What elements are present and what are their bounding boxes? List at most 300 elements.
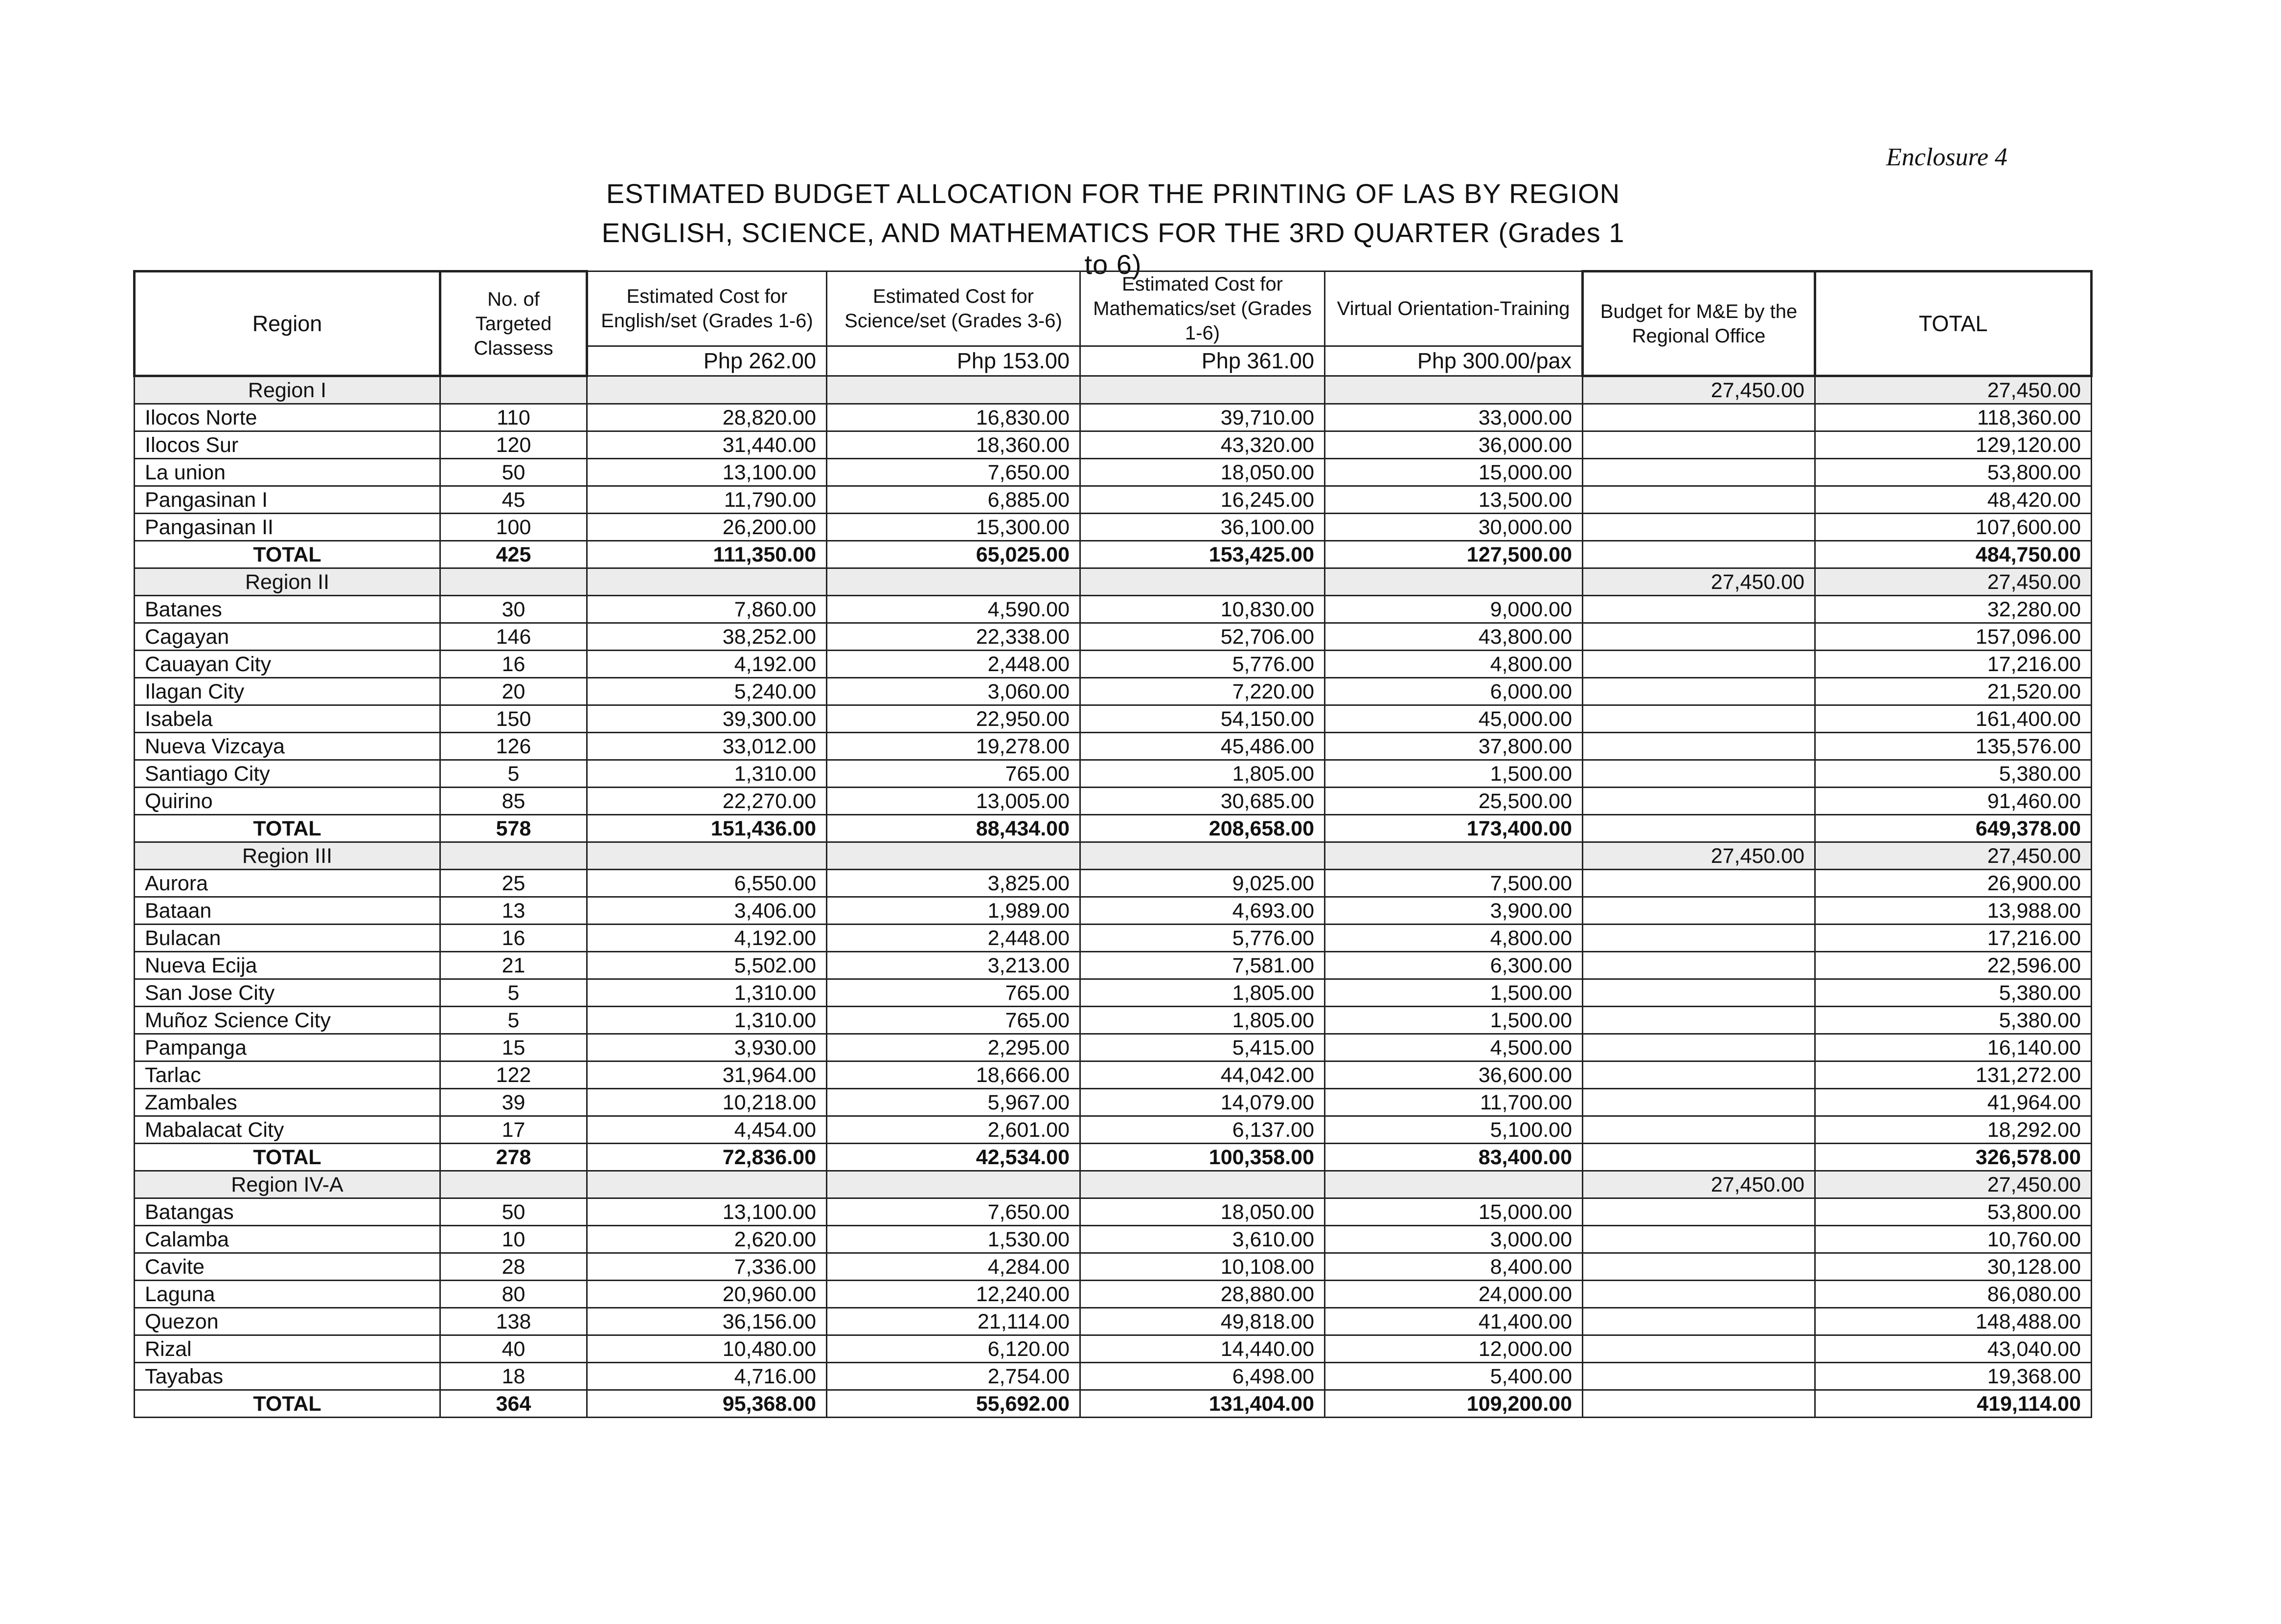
cell-virtual: 11,700.00 xyxy=(1325,1089,1583,1116)
cell-me xyxy=(1583,1390,1815,1418)
cell-total: 27,450.00 xyxy=(1815,376,2092,404)
cell-total: 129,120.00 xyxy=(1815,431,2092,459)
cell-math xyxy=(1080,376,1325,404)
cell-total: 135,576.00 xyxy=(1815,733,2092,760)
cell-english: 28,820.00 xyxy=(587,404,827,431)
cell-total: 17,216.00 xyxy=(1815,651,2092,678)
cell-me xyxy=(1583,760,1815,788)
cell-classes: 120 xyxy=(440,431,587,459)
header-region: Region xyxy=(135,271,440,376)
table-row xyxy=(135,651,2092,678)
header-science-cost: Estimated Cost for Science/set (Grades 3-6) xyxy=(827,271,1080,346)
cell-virtual: 36,600.00 xyxy=(1325,1061,1583,1089)
cell-total: 118,360.00 xyxy=(1815,404,2092,431)
cell-science: 3,060.00 xyxy=(827,678,1080,705)
table-row xyxy=(135,514,2092,541)
cell-total: 32,280.00 xyxy=(1815,596,2092,623)
cell-total: 21,520.00 xyxy=(1815,678,2092,705)
cell-virtual: 15,000.00 xyxy=(1325,459,1583,486)
cell-english: 13,100.00 xyxy=(587,459,827,486)
cell-name: Nueva Ecija xyxy=(135,952,440,979)
cell-english: 3,930.00 xyxy=(587,1034,827,1061)
cell-virtual: 6,000.00 xyxy=(1325,678,1583,705)
cell-math: 6,137.00 xyxy=(1080,1116,1325,1144)
table-row xyxy=(135,1335,2092,1363)
cell-math: 52,706.00 xyxy=(1080,623,1325,651)
cell-math: 39,710.00 xyxy=(1080,404,1325,431)
enclosure-label: Enclosure 4 xyxy=(1886,143,2007,171)
cell-name: Ilocos Sur xyxy=(135,431,440,459)
total-row xyxy=(135,541,2092,568)
cell-science xyxy=(827,842,1080,870)
cell-math: 153,425.00 xyxy=(1080,541,1325,568)
cell-classes: 17 xyxy=(440,1116,587,1144)
cell-english: 38,252.00 xyxy=(587,623,827,651)
cell-english: 26,200.00 xyxy=(587,514,827,541)
cell-total: 5,380.00 xyxy=(1815,1007,2092,1034)
cell-english: 4,716.00 xyxy=(587,1363,827,1390)
header-virtual-training: Virtual Orientation-Training xyxy=(1325,271,1583,346)
cell-me xyxy=(1583,459,1815,486)
table-row xyxy=(135,925,2092,952)
cell-total: 16,140.00 xyxy=(1815,1034,2092,1061)
cell-name: Nueva Vizcaya xyxy=(135,733,440,760)
table-row xyxy=(135,1226,2092,1253)
cell-classes: 40 xyxy=(440,1335,587,1363)
cell-english: 33,012.00 xyxy=(587,733,827,760)
cell-virtual: 1,500.00 xyxy=(1325,760,1583,788)
cell-name: Cagayan xyxy=(135,623,440,651)
cell-me xyxy=(1583,733,1815,760)
cell-name: Aurora xyxy=(135,870,440,897)
cell-science: 22,950.00 xyxy=(827,705,1080,733)
cell-virtual: 173,400.00 xyxy=(1325,815,1583,842)
cell-me xyxy=(1583,596,1815,623)
cell-science: 15,300.00 xyxy=(827,514,1080,541)
cell-classes: 16 xyxy=(440,925,587,952)
table-row xyxy=(135,404,2092,431)
cell-science: 13,005.00 xyxy=(827,788,1080,815)
cell-classes xyxy=(440,1171,587,1198)
table-row xyxy=(135,952,2092,979)
region-header-row xyxy=(135,568,2092,596)
cell-science: 22,338.00 xyxy=(827,623,1080,651)
cell-math: 14,079.00 xyxy=(1080,1089,1325,1116)
cell-total: 107,600.00 xyxy=(1815,514,2092,541)
cell-total: 19,368.00 xyxy=(1815,1363,2092,1390)
cell-virtual: 24,000.00 xyxy=(1325,1281,1583,1308)
cell-name: TOTAL xyxy=(135,1144,440,1171)
cell-math: 100,358.00 xyxy=(1080,1144,1325,1171)
cell-science: 5,967.00 xyxy=(827,1089,1080,1116)
cell-name: Pangasinan II xyxy=(135,514,440,541)
cell-english: 4,454.00 xyxy=(587,1116,827,1144)
cell-total: 27,450.00 xyxy=(1815,1171,2092,1198)
cell-me xyxy=(1583,1198,1815,1226)
cell-name: Bataan xyxy=(135,897,440,925)
cell-virtual: 5,400.00 xyxy=(1325,1363,1583,1390)
table-row xyxy=(135,1281,2092,1308)
cell-english: 11,790.00 xyxy=(587,486,827,514)
region-header-row xyxy=(135,842,2092,870)
cell-english: 7,336.00 xyxy=(587,1253,827,1281)
cell-math xyxy=(1080,1171,1325,1198)
science-rate: Php 153.00 xyxy=(827,346,1080,376)
cell-math: 208,658.00 xyxy=(1080,815,1325,842)
cell-name: Laguna xyxy=(135,1281,440,1308)
cell-me xyxy=(1583,979,1815,1007)
cell-name: Mabalacat City xyxy=(135,1116,440,1144)
cell-virtual: 15,000.00 xyxy=(1325,1198,1583,1226)
cell-english: 6,550.00 xyxy=(587,870,827,897)
cell-name: Tarlac xyxy=(135,1061,440,1089)
cell-me xyxy=(1583,925,1815,952)
cell-classes: 150 xyxy=(440,705,587,733)
cell-me xyxy=(1583,486,1815,514)
cell-science: 2,601.00 xyxy=(827,1116,1080,1144)
table-row xyxy=(135,897,2092,925)
cell-english: 5,240.00 xyxy=(587,678,827,705)
cell-virtual: 37,800.00 xyxy=(1325,733,1583,760)
region-header-row xyxy=(135,1171,2092,1198)
cell-name: Region IV-A xyxy=(135,1171,440,1198)
cell-classes: 50 xyxy=(440,1198,587,1226)
cell-name: Batangas xyxy=(135,1198,440,1226)
cell-virtual: 4,800.00 xyxy=(1325,925,1583,952)
cell-science: 19,278.00 xyxy=(827,733,1080,760)
cell-science: 2,754.00 xyxy=(827,1363,1080,1390)
virtual-rate: Php 300.00/pax xyxy=(1325,346,1583,376)
cell-name: Pangasinan I xyxy=(135,486,440,514)
english-rate: Php 262.00 xyxy=(587,346,827,376)
table-row xyxy=(135,1116,2092,1144)
cell-total: 157,096.00 xyxy=(1815,623,2092,651)
cell-science: 42,534.00 xyxy=(827,1144,1080,1171)
cell-virtual xyxy=(1325,568,1583,596)
cell-english: 151,436.00 xyxy=(587,815,827,842)
cell-math xyxy=(1080,568,1325,596)
total-row xyxy=(135,1390,2092,1418)
cell-science: 65,025.00 xyxy=(827,541,1080,568)
table-row xyxy=(135,1034,2092,1061)
cell-english: 10,480.00 xyxy=(587,1335,827,1363)
cell-total: 27,450.00 xyxy=(1815,842,2092,870)
cell-math: 4,693.00 xyxy=(1080,897,1325,925)
cell-name: Ilagan City xyxy=(135,678,440,705)
cell-total: 326,578.00 xyxy=(1815,1144,2092,1171)
header-total: TOTAL xyxy=(1815,271,2092,376)
cell-classes: 5 xyxy=(440,979,587,1007)
cell-virtual: 13,500.00 xyxy=(1325,486,1583,514)
table-row xyxy=(135,459,2092,486)
cell-classes: 110 xyxy=(440,404,587,431)
cell-me xyxy=(1583,1363,1815,1390)
cell-total: 484,750.00 xyxy=(1815,541,2092,568)
cell-english xyxy=(587,1171,827,1198)
cell-science: 765.00 xyxy=(827,760,1080,788)
cell-me xyxy=(1583,1116,1815,1144)
cell-name: Batanes xyxy=(135,596,440,623)
cell-math: 14,440.00 xyxy=(1080,1335,1325,1363)
cell-total: 148,488.00 xyxy=(1815,1308,2092,1335)
cell-english: 72,836.00 xyxy=(587,1144,827,1171)
table-row xyxy=(135,1007,2092,1034)
cell-virtual: 33,000.00 xyxy=(1325,404,1583,431)
cell-total: 30,128.00 xyxy=(1815,1253,2092,1281)
cell-total: 22,596.00 xyxy=(1815,952,2092,979)
cell-english: 13,100.00 xyxy=(587,1198,827,1226)
header-english-cost: Estimated Cost for English/set (Grades 1-6) xyxy=(587,271,827,346)
region-header-row xyxy=(135,376,2092,404)
total-row xyxy=(135,815,2092,842)
cell-classes: 425 xyxy=(440,541,587,568)
cell-virtual: 6,300.00 xyxy=(1325,952,1583,979)
table-row xyxy=(135,788,2092,815)
cell-math: 5,776.00 xyxy=(1080,651,1325,678)
cell-virtual: 83,400.00 xyxy=(1325,1144,1583,1171)
cell-me xyxy=(1583,1034,1815,1061)
cell-name: Isabela xyxy=(135,705,440,733)
cell-classes: 100 xyxy=(440,514,587,541)
cell-science: 765.00 xyxy=(827,979,1080,1007)
cell-science: 88,434.00 xyxy=(827,815,1080,842)
cell-math: 18,050.00 xyxy=(1080,1198,1325,1226)
cell-total: 43,040.00 xyxy=(1815,1335,2092,1363)
budget-table xyxy=(133,270,2093,1418)
cell-me xyxy=(1583,788,1815,815)
cell-classes xyxy=(440,376,587,404)
cell-me: 27,450.00 xyxy=(1583,842,1815,870)
cell-classes: 10 xyxy=(440,1226,587,1253)
table-row xyxy=(135,733,2092,760)
cell-virtual: 7,500.00 xyxy=(1325,870,1583,897)
cell-classes: 30 xyxy=(440,596,587,623)
cell-me: 27,450.00 xyxy=(1583,568,1815,596)
cell-me: 27,450.00 xyxy=(1583,1171,1815,1198)
cell-math: 28,880.00 xyxy=(1080,1281,1325,1308)
cell-name: Tayabas xyxy=(135,1363,440,1390)
cell-classes: 80 xyxy=(440,1281,587,1308)
cell-me xyxy=(1583,870,1815,897)
cell-english: 20,960.00 xyxy=(587,1281,827,1308)
cell-english: 7,860.00 xyxy=(587,596,827,623)
table-row xyxy=(135,596,2092,623)
cell-total: 27,450.00 xyxy=(1815,568,2092,596)
table-row xyxy=(135,870,2092,897)
table-row xyxy=(135,1198,2092,1226)
cell-science xyxy=(827,376,1080,404)
cell-total: 5,380.00 xyxy=(1815,979,2092,1007)
cell-english: 4,192.00 xyxy=(587,925,827,952)
header-me-budget: Budget for M&E by the Regional Office xyxy=(1583,271,1815,376)
cell-virtual xyxy=(1325,1171,1583,1198)
cell-total: 10,760.00 xyxy=(1815,1226,2092,1253)
cell-classes: 50 xyxy=(440,459,587,486)
cell-name: Muñoz Science City xyxy=(135,1007,440,1034)
cell-classes: 126 xyxy=(440,733,587,760)
cell-total: 26,900.00 xyxy=(1815,870,2092,897)
cell-classes: 278 xyxy=(440,1144,587,1171)
cell-me xyxy=(1583,1089,1815,1116)
cell-math: 30,685.00 xyxy=(1080,788,1325,815)
cell-total: 86,080.00 xyxy=(1815,1281,2092,1308)
table-row xyxy=(135,431,2092,459)
cell-english: 31,964.00 xyxy=(587,1061,827,1089)
cell-total: 131,272.00 xyxy=(1815,1061,2092,1089)
cell-science: 4,284.00 xyxy=(827,1253,1080,1281)
cell-virtual xyxy=(1325,842,1583,870)
document-title: ESTIMATED BUDGET ALLOCATION FOR THE PRINTING OF LAS BY REGION xyxy=(606,178,1620,209)
cell-name: Cavite xyxy=(135,1253,440,1281)
cell-me xyxy=(1583,1007,1815,1034)
cell-classes: 15 xyxy=(440,1034,587,1061)
cell-me xyxy=(1583,514,1815,541)
cell-name: San Jose City xyxy=(135,979,440,1007)
cell-virtual: 1,500.00 xyxy=(1325,1007,1583,1034)
cell-me xyxy=(1583,541,1815,568)
cell-virtual: 9,000.00 xyxy=(1325,596,1583,623)
cell-name: Quirino xyxy=(135,788,440,815)
cell-virtual: 30,000.00 xyxy=(1325,514,1583,541)
cell-classes: 20 xyxy=(440,678,587,705)
cell-virtual: 45,000.00 xyxy=(1325,705,1583,733)
cell-math: 9,025.00 xyxy=(1080,870,1325,897)
table-row xyxy=(135,678,2092,705)
cell-math: 1,805.00 xyxy=(1080,1007,1325,1034)
cell-virtual: 4,800.00 xyxy=(1325,651,1583,678)
cell-name: Ilocos Norte xyxy=(135,404,440,431)
document-subtitle: ENGLISH, SCIENCE, AND MATHEMATICS FOR THE 3RD QUARTER (Grades 1 to 6) xyxy=(601,217,1625,280)
cell-math: 7,581.00 xyxy=(1080,952,1325,979)
cell-english: 1,310.00 xyxy=(587,760,827,788)
cell-science: 4,590.00 xyxy=(827,596,1080,623)
cell-virtual: 43,800.00 xyxy=(1325,623,1583,651)
cell-english: 10,218.00 xyxy=(587,1089,827,1116)
cell-me xyxy=(1583,952,1815,979)
cell-math: 6,498.00 xyxy=(1080,1363,1325,1390)
cell-total: 53,800.00 xyxy=(1815,459,2092,486)
cell-total: 53,800.00 xyxy=(1815,1198,2092,1226)
cell-virtual: 8,400.00 xyxy=(1325,1253,1583,1281)
cell-classes: 25 xyxy=(440,870,587,897)
cell-classes: 45 xyxy=(440,486,587,514)
cell-name: TOTAL xyxy=(135,541,440,568)
cell-classes: 18 xyxy=(440,1363,587,1390)
cell-math: 1,805.00 xyxy=(1080,760,1325,788)
cell-science: 7,650.00 xyxy=(827,459,1080,486)
table-row xyxy=(135,486,2092,514)
cell-classes: 16 xyxy=(440,651,587,678)
header-targeted-classes: No. of Targeted Classess xyxy=(440,271,587,376)
cell-science: 765.00 xyxy=(827,1007,1080,1034)
cell-me xyxy=(1583,404,1815,431)
cell-total: 48,420.00 xyxy=(1815,486,2092,514)
cell-total: 419,114.00 xyxy=(1815,1390,2092,1418)
cell-me xyxy=(1583,1308,1815,1335)
cell-me xyxy=(1583,705,1815,733)
cell-me xyxy=(1583,678,1815,705)
cell-english xyxy=(587,376,827,404)
cell-me xyxy=(1583,815,1815,842)
cell-total: 18,292.00 xyxy=(1815,1116,2092,1144)
cell-science: 21,114.00 xyxy=(827,1308,1080,1335)
cell-science: 1,530.00 xyxy=(827,1226,1080,1253)
cell-name: Region I xyxy=(135,376,440,404)
cell-name: TOTAL xyxy=(135,1390,440,1418)
cell-name: Zambales xyxy=(135,1089,440,1116)
cell-total: 91,460.00 xyxy=(1815,788,2092,815)
cell-virtual: 41,400.00 xyxy=(1325,1308,1583,1335)
total-row xyxy=(135,1144,2092,1171)
cell-name: Region II xyxy=(135,568,440,596)
cell-english xyxy=(587,568,827,596)
cell-math: 3,610.00 xyxy=(1080,1226,1325,1253)
cell-virtual: 12,000.00 xyxy=(1325,1335,1583,1363)
cell-math: 10,108.00 xyxy=(1080,1253,1325,1281)
cell-total: 5,380.00 xyxy=(1815,760,2092,788)
cell-classes: 122 xyxy=(440,1061,587,1089)
table-row xyxy=(135,1089,2092,1116)
cell-english: 22,270.00 xyxy=(587,788,827,815)
cell-math xyxy=(1080,842,1325,870)
cell-classes: 21 xyxy=(440,952,587,979)
cell-classes: 138 xyxy=(440,1308,587,1335)
cell-classes: 146 xyxy=(440,623,587,651)
cell-me xyxy=(1583,431,1815,459)
cell-virtual: 4,500.00 xyxy=(1325,1034,1583,1061)
cell-name: TOTAL xyxy=(135,815,440,842)
cell-science: 2,448.00 xyxy=(827,925,1080,952)
cell-science: 2,295.00 xyxy=(827,1034,1080,1061)
cell-science: 3,213.00 xyxy=(827,952,1080,979)
cell-classes: 85 xyxy=(440,788,587,815)
cell-math: 5,776.00 xyxy=(1080,925,1325,952)
cell-science: 3,825.00 xyxy=(827,870,1080,897)
cell-math: 16,245.00 xyxy=(1080,486,1325,514)
cell-science: 18,360.00 xyxy=(827,431,1080,459)
cell-english: 39,300.00 xyxy=(587,705,827,733)
cell-virtual: 3,900.00 xyxy=(1325,897,1583,925)
cell-english: 31,440.00 xyxy=(587,431,827,459)
cell-classes: 578 xyxy=(440,815,587,842)
table-row xyxy=(135,623,2092,651)
cell-math: 49,818.00 xyxy=(1080,1308,1325,1335)
cell-name: Calamba xyxy=(135,1226,440,1253)
cell-virtual: 5,100.00 xyxy=(1325,1116,1583,1144)
cell-classes: 5 xyxy=(440,760,587,788)
cell-me xyxy=(1583,1226,1815,1253)
cell-math: 1,805.00 xyxy=(1080,979,1325,1007)
cell-name: Bulacan xyxy=(135,925,440,952)
cell-english: 5,502.00 xyxy=(587,952,827,979)
cell-total: 649,378.00 xyxy=(1815,815,2092,842)
cell-me xyxy=(1583,623,1815,651)
cell-math: 43,320.00 xyxy=(1080,431,1325,459)
cell-english xyxy=(587,842,827,870)
cell-virtual: 127,500.00 xyxy=(1325,541,1583,568)
cell-science: 6,885.00 xyxy=(827,486,1080,514)
cell-science: 18,666.00 xyxy=(827,1061,1080,1089)
cell-name: Region III xyxy=(135,842,440,870)
cell-total: 41,964.00 xyxy=(1815,1089,2092,1116)
cell-classes: 364 xyxy=(440,1390,587,1418)
cell-math: 10,830.00 xyxy=(1080,596,1325,623)
cell-name: Cauayan City xyxy=(135,651,440,678)
cell-math: 54,150.00 xyxy=(1080,705,1325,733)
cell-classes xyxy=(440,568,587,596)
cell-name: Rizal xyxy=(135,1335,440,1363)
cell-english: 4,192.00 xyxy=(587,651,827,678)
